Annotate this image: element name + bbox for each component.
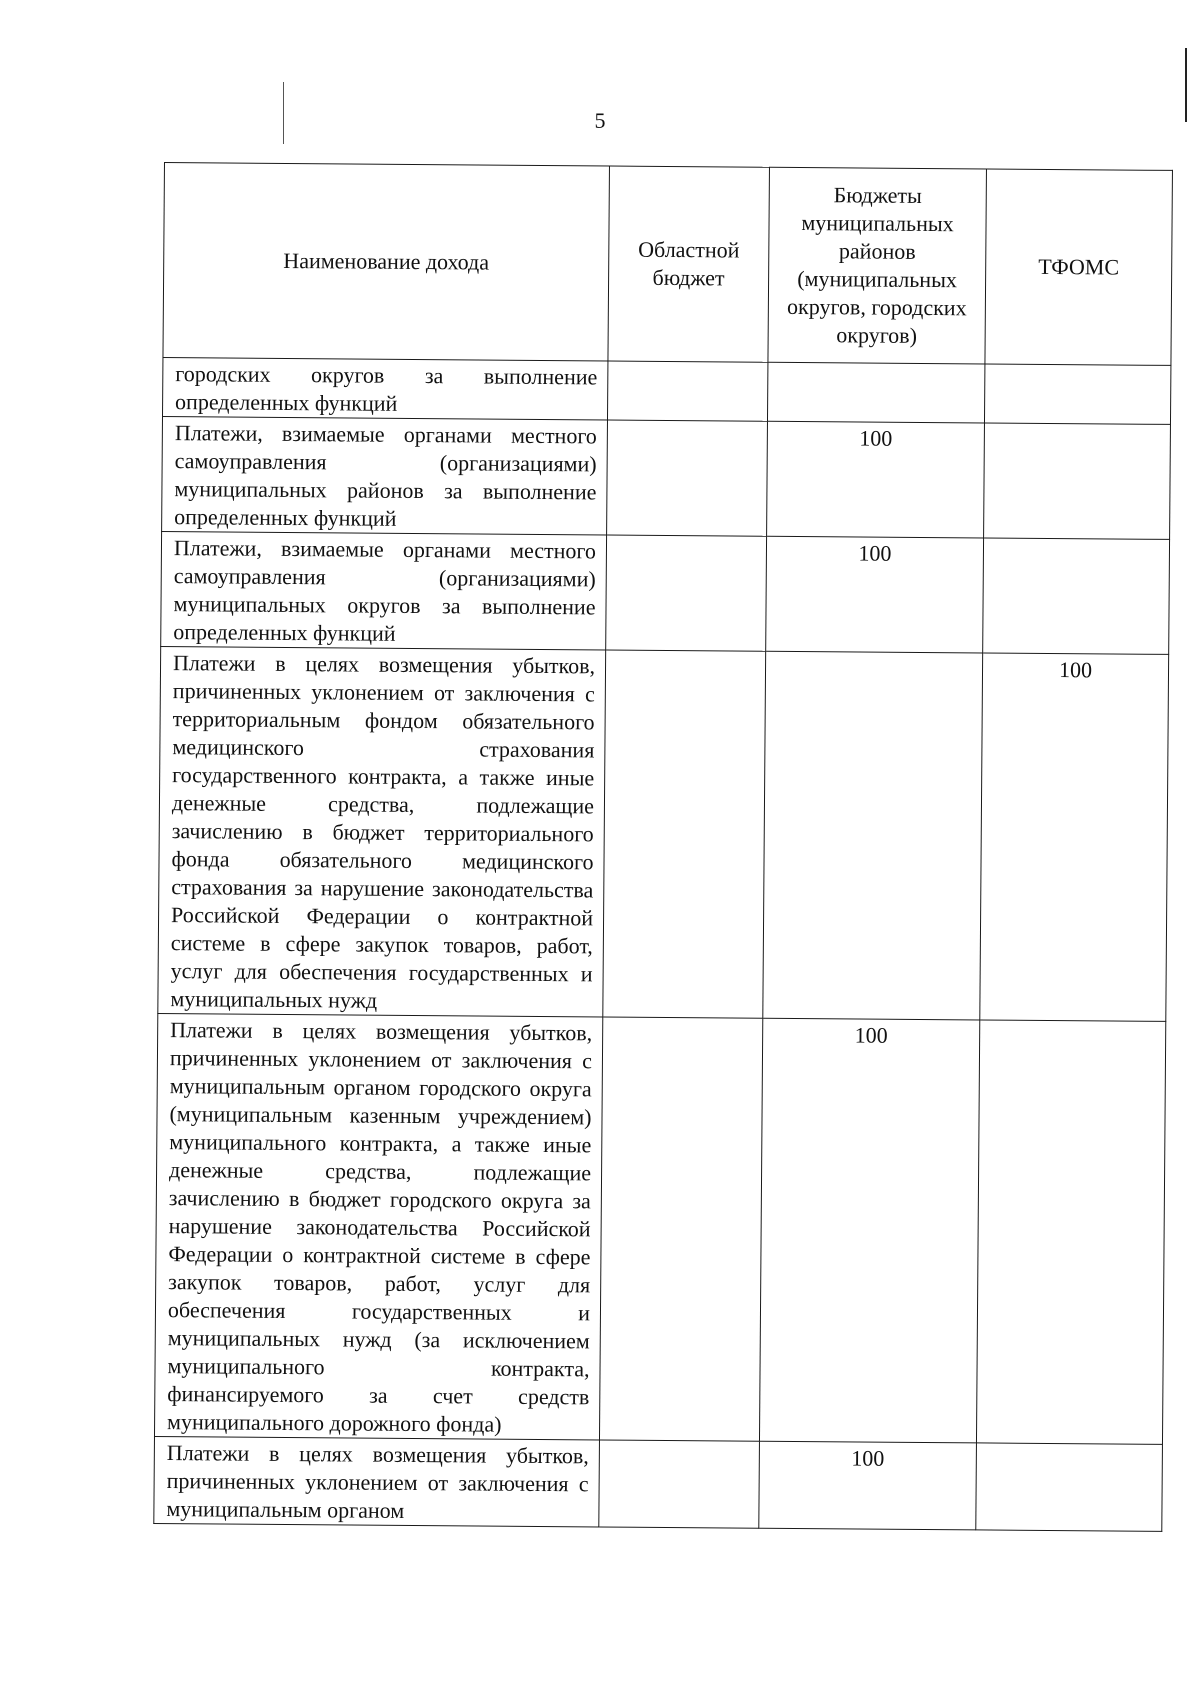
- regional-budget-cell: [599, 1017, 762, 1441]
- tfoms-cell: [976, 1443, 1163, 1531]
- table-header-row: [163, 163, 1173, 366]
- tfoms-cell: [983, 538, 1170, 654]
- table-row: [154, 1013, 1165, 1444]
- table-row: [161, 531, 1170, 654]
- regional-budget-cell: [607, 361, 767, 421]
- municipal-budget-cell: 100: [766, 536, 984, 653]
- income-name-cell: городских округов за выполнение определенных функций: [163, 357, 608, 419]
- regional-budget-cell: [606, 535, 767, 651]
- table-row: [154, 1436, 1163, 1531]
- municipal-budget-cell: 100: [767, 421, 985, 538]
- income-name-cell: Платежи в целях возмещения убытков, причиненных уклонением от заключения с муниципальным органом: [154, 1436, 600, 1526]
- income-name-cell: Платежи в целях возмещения убытков, причиненных уклонением от заключения с территориальным фондом обязательного медицинского страхования государственного контракта, а также иные денежные средства, подлежащие зачислению в бюджет территориального фонда обязательного медицинского страхования за нарушение законодательства Российской Федерации о контрактной системе в сфере закупок товаров, работ, услуг для обеспечения государственных и муниципальных нужд: [158, 646, 606, 1016]
- municipal-budget-cell: [767, 362, 984, 423]
- tfoms-cell: [984, 364, 1170, 424]
- municipal-budget-cell: 100: [759, 1018, 979, 1443]
- scan-edge-mark: [283, 82, 284, 144]
- table-row: [158, 646, 1169, 1021]
- income-name-cell: Платежи, взимаемые органами местного самоуправления (организациями) муниципальных районов за выполнение определенных функций: [162, 416, 608, 534]
- regional-budget-cell: [607, 420, 768, 536]
- header-municipal-budgets: Бюджеты муниципальных районов (муниципальных округов, городских округов): [768, 167, 987, 364]
- regional-budget-cell: [603, 650, 766, 1018]
- municipal-budget-cell: [763, 651, 983, 1020]
- regional-budget-cell: [599, 1440, 760, 1528]
- page-number: 5: [594, 108, 606, 133]
- income-distribution-table: [153, 162, 1173, 1532]
- header-tfoms: ТФОМС: [985, 169, 1173, 365]
- header-income-name: Наименование дохода: [163, 163, 610, 361]
- table-row: [162, 416, 1171, 539]
- income-name-cell: Платежи, взимаемые органами местного самоуправления (организациями) муниципальных округов за выполнение определенных функций: [161, 531, 607, 649]
- tfoms-cell: 100: [980, 653, 1169, 1021]
- income-name-cell: Платежи в целях возмещения убытков, причиненных уклонением от заключения с муниципальным органом городского округа (муниципальным казенным учреждением) муниципального контракта, а также иные денежные средства, подлежащие зачислению в бюджет городского округа за нарушение законодательства Российской Федерации о контрактной системе в сфере закупок товаров, работ, услуг для обеспечения государственных и муниципальных нужд (за исключением муниципального контракта, финансируемого за счет средств муниципального дорожного фонда): [154, 1013, 602, 1439]
- table-row: [163, 357, 1171, 424]
- tfoms-cell: [976, 1020, 1165, 1444]
- municipal-budget-cell: 100: [759, 1441, 977, 1530]
- tfoms-cell: [984, 423, 1171, 539]
- scan-edge-mark: [1185, 48, 1187, 122]
- header-regional-budget: Областной бюджет: [608, 166, 770, 362]
